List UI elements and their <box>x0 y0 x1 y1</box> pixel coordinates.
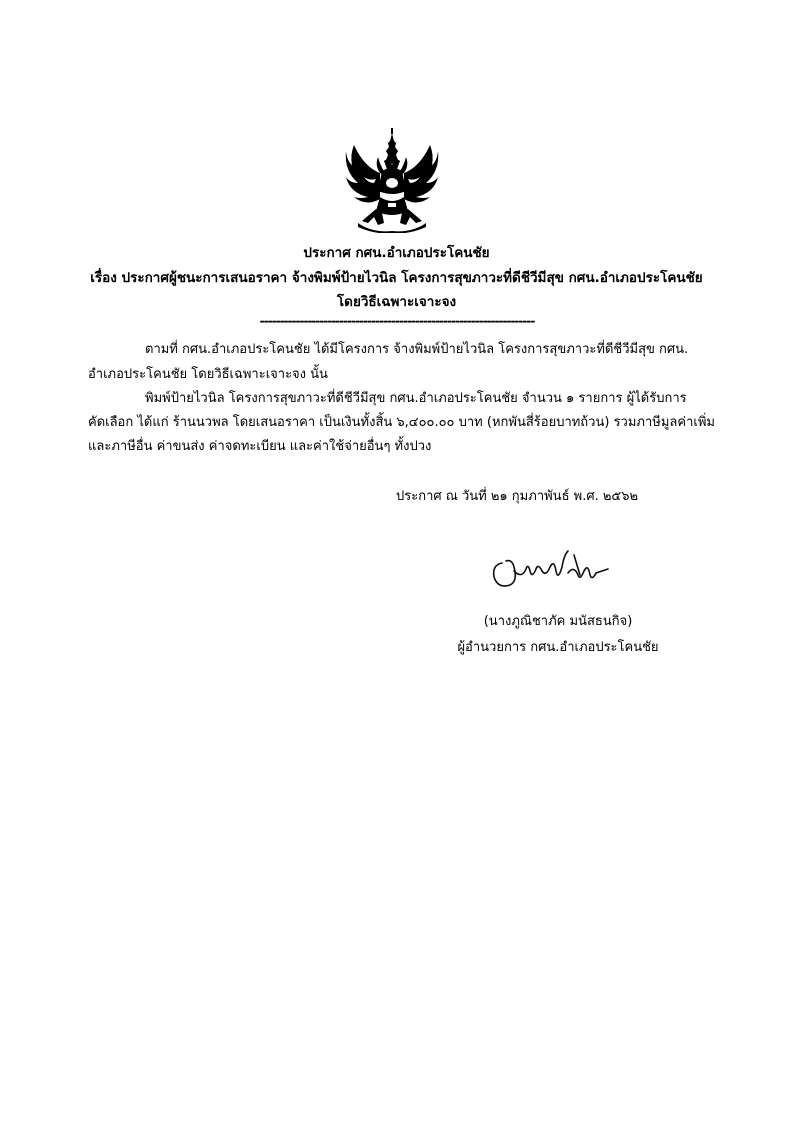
paragraph-2-line-1: พิมพ์ป้ายไวนิล โครงการสุขภาวะที่ดีชีวีมีสุข กศน.อำเภอประโคนชัย จำนวน ๑ รายการ ผู้ได้รับการ <box>145 391 687 406</box>
announcement-date: ประกาศ ณ วันที่ ๒๑ กุมภาพันธ์ พ.ศ. ๒๕๖๒ <box>396 489 639 504</box>
signature-icon <box>488 545 613 595</box>
signer-position: ผู้อำนวยการ กศน.อำเภอประโคนชัย <box>457 640 659 655</box>
announcement-title: ประกาศ กศน.อำเภอประโคนชัย <box>303 245 490 261</box>
header-divider: --------------------------------------------------------------------- <box>259 314 535 328</box>
announcement-subject: เรื่อง ประกาศผู้ชนะการเสนอราคา จ้างพิมพ์ป้ายไวนิล โครงการสุขภาวะที่ดีชีวีมีสุข กศน.อำเภอประโคนชัย <box>90 270 703 286</box>
paragraph-2-line-3: และภาษีอื่น ค่าขนส่ง ค่าจดทะเบียน และค่าใช้จ่ายอื่นๆ ทั้งปวง <box>88 439 432 454</box>
announcement-method: โดยวิธีเฉพาะเจาะจง <box>336 294 457 310</box>
garuda-emblem-icon <box>344 127 440 233</box>
paragraph-1-line-2: อำเภอประโคนชัย โดยวิธีเฉพาะเจาะจง นั้น <box>88 367 328 382</box>
paragraph-1-line-1: ตามที่ กศน.อำเภอประโคนชัย ได้มีโครงการ จ้างพิมพ์ป้ายไวนิล โครงการสุขภาวะที่ดีชีวีมีสุข กศน. <box>145 342 689 357</box>
signer-name: (นางภูณิชาภัค มนัสธนกิจ) <box>483 614 633 629</box>
paragraph-2-line-2: คัดเลือก ได้แก่ ร้านนวพล โดยเสนอราคา เป็นเงินทั้งสิ้น ๖,๔๐๐.๐๐ บาท (หกพันสี่ร้อยบาทถ้วน) รวมภาษีมูลค่าเพิ่ม <box>88 415 715 430</box>
